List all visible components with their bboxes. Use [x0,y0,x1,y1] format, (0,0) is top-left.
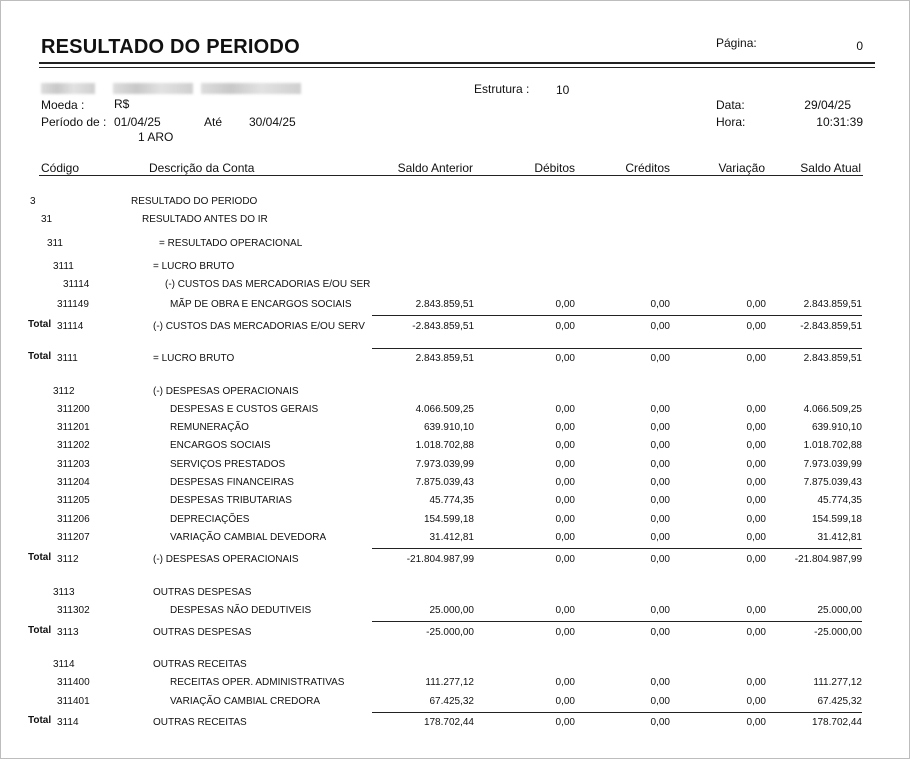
row-variacao: 0,00 [746,696,766,707]
col-codigo: Código [41,161,80,175]
row-saldo-atual: 154.599,18 [811,514,862,525]
row-code: 311 [47,238,63,249]
row-code: 311401 [57,696,90,707]
row-debitos: 0,00 [555,514,575,525]
row-desc: DESPESAS FINANCEIRAS [170,477,294,488]
row-saldo-anterior: 7.973.039,99 [415,459,474,470]
row-code: 311202 [57,440,90,451]
total-code: 3113 [57,627,79,638]
col-debitos: Débitos [534,161,575,175]
row-debitos: 0,00 [555,404,575,415]
hora-label: Hora: [716,115,746,129]
col-saldo-atual: Saldo Atual [800,161,861,175]
row-code: 311205 [57,495,90,506]
row-saldo-atual: 31.412,81 [817,532,862,543]
row-saldo-anterior: 4.066.509,25 [415,404,474,415]
row-creditos: 0,00 [650,696,670,707]
row-variacao: 0,00 [746,677,766,688]
row-variacao: 0,00 [746,404,766,415]
hora-value: 10:31:39 [816,115,863,129]
row-code: 3 [30,196,36,207]
row-desc: DESPESAS E CUSTOS GERAIS [170,404,319,415]
total-label: Total [28,319,52,330]
row-desc: OUTRAS DESPESAS [153,587,252,598]
row-saldo-atual: 1.018.702,88 [803,440,862,451]
row-variacao: 0,00 [746,299,766,310]
row-desc: RESULTADO ANTES DO IR [142,214,268,225]
row-debitos: 0,00 [555,477,575,488]
row-code: 31114 [63,279,90,290]
redacted-company-name [113,83,193,94]
row-creditos: 0,00 [650,477,670,488]
row-code: 311207 [57,532,90,543]
col-saldo-anterior: Saldo Anterior [397,161,473,175]
row-variacao: 0,00 [746,459,766,470]
total-desc: = LUCRO BRUTO [153,353,235,364]
data-label: Data: [716,98,745,112]
total-debitos: 0,00 [555,321,575,332]
total-code: 3111 [57,353,78,364]
col-descricao: Descrição da Conta [149,161,255,175]
total-label: Total [28,351,52,362]
row-saldo-atual: 7.875.039,43 [803,477,862,488]
row-creditos: 0,00 [650,299,670,310]
row-code: 311201 [57,422,90,433]
total-label: Total [28,625,52,636]
row-code: 311149 [57,299,89,310]
row-code: 31 [41,214,53,225]
row-saldo-anterior: 45.774,35 [429,495,474,506]
ate-label: Até [204,115,223,129]
row-debitos: 0,00 [555,532,575,543]
total-label: Total [28,552,52,563]
row-saldo-atual: 67.425,32 [817,696,862,707]
moeda-label: Moeda : [41,98,85,112]
row-debitos: 0,00 [555,495,575,506]
row-desc: VARIAÇÃO CAMBIAL DEVEDORA [170,532,327,543]
row-code: 311204 [57,477,90,488]
col-variacao: Variação [718,161,765,175]
row-variacao: 0,00 [746,514,766,525]
row-code: 3113 [53,587,75,598]
pagina-value: 0 [856,39,863,53]
row-desc: = LUCRO BRUTO [153,261,235,272]
row-saldo-atual: 7.973.039,99 [803,459,862,470]
row-debitos: 0,00 [555,422,575,433]
subtotal-rule [372,315,862,316]
row-code: 3111 [53,261,74,272]
row-saldo-anterior: 7.875.039,43 [415,477,474,488]
row-saldo-atual: 111.277,12 [813,677,862,688]
row-saldo-anterior: 154.599,18 [423,514,474,525]
row-desc: = RESULTADO OPERACIONAL [159,238,303,249]
subtotal-rule [372,712,862,713]
header-rule-top [39,62,875,64]
row-code: 311400 [57,677,90,688]
row-saldo-atual: 639.910,10 [811,422,862,433]
row-desc: REMUNERAÇÃO [170,422,249,433]
row-creditos: 0,00 [650,605,670,616]
row-desc: MÃP DE OBRA E ENCARGOS SOCIAIS [170,299,352,310]
total-creditos: 0,00 [650,353,670,364]
row-saldo-atual: 45.774,35 [817,495,862,506]
row-desc: DESPESAS NÃO DEDUTIVEIS [170,605,312,616]
periodo-from: 01/04/25 [114,115,161,129]
header-rule-bottom [39,67,875,68]
row-variacao: 0,00 [746,477,766,488]
total-variacao: 0,00 [746,554,766,565]
row-creditos: 0,00 [650,514,670,525]
total-debitos: 0,00 [555,717,575,728]
row-code: 311203 [57,459,90,470]
total-desc: (-) CUSTOS DAS MERCADORIAS E/OU SERV [153,321,365,332]
row-variacao: 0,00 [746,532,766,543]
total-debitos: 0,00 [555,353,575,364]
row-creditos: 0,00 [650,677,670,688]
row-creditos: 0,00 [650,440,670,451]
total-creditos: 0,00 [650,321,670,332]
periodo-label: Período de : [41,115,107,129]
total-label: Total [28,715,52,726]
data-value: 29/04/25 [804,98,851,112]
total-code: 3114 [57,717,79,728]
row-debitos: 0,00 [555,459,575,470]
total-variacao: 0,00 [746,321,766,332]
total-code: 31114 [57,321,84,332]
total-creditos: 0,00 [650,554,670,565]
row-saldo-anterior: 31.412,81 [429,532,474,543]
row-code: 3114 [53,659,75,670]
column-header-rule [39,175,863,176]
row-saldo-atual: 2.843.859,51 [803,299,862,310]
row-desc: RECEITAS OPER. ADMINISTRATIVAS [170,677,345,688]
row-desc: OUTRAS RECEITAS [153,659,247,670]
row-variacao: 0,00 [746,495,766,506]
row-desc: (-) DESPESAS OPERACIONAIS [153,386,299,397]
row-saldo-anterior: 1.018.702,88 [415,440,474,451]
total-code: 3112 [57,554,79,565]
total-desc: OUTRAS DESPESAS [153,627,252,638]
row-variacao: 0,00 [746,422,766,433]
row-desc: DEPRECIAÇÕES [170,514,250,525]
total-debitos: 0,00 [555,554,575,565]
pagina-label: Página: [716,36,757,50]
row-creditos: 0,00 [650,532,670,543]
total-saldo-atual: 2.843.859,51 [803,353,862,364]
total-saldo-anterior: -21.804.987,99 [406,554,474,565]
row-variacao: 0,00 [746,605,766,616]
total-variacao: 0,00 [746,353,766,364]
row-saldo-anterior: 639.910,10 [423,422,474,433]
row-saldo-atual: 25.000,00 [817,605,862,616]
redacted-company-name [201,83,301,94]
row-code: 311302 [57,605,90,616]
total-saldo-anterior: -25.000,00 [426,627,474,638]
redacted-company-name [41,83,95,94]
estrutura-label: Estrutura : [474,82,530,96]
row-code: 311206 [57,514,90,525]
total-saldo-anterior: 2.843.859,51 [415,353,474,364]
col-creditos: Créditos [625,161,670,175]
row-saldo-atual: 4.066.509,25 [803,404,862,415]
row-creditos: 0,00 [650,422,670,433]
total-creditos: 0,00 [650,717,670,728]
row-saldo-anterior: 25.000,00 [429,605,474,616]
row-code: 311200 [57,404,90,415]
total-variacao: 0,00 [746,717,766,728]
row-debitos: 0,00 [555,677,575,688]
total-debitos: 0,00 [555,627,575,638]
row-saldo-anterior: 2.843.859,51 [415,299,474,310]
row-desc: DESPESAS TRIBUTARIAS [170,495,292,506]
row-creditos: 0,00 [650,495,670,506]
row-creditos: 0,00 [650,459,670,470]
total-saldo-atual: -2.843.859,51 [800,321,862,332]
report-title: RESULTADO DO PERIODO [41,36,300,58]
total-desc: OUTRAS RECEITAS [153,717,247,728]
subtotal-rule [372,348,862,349]
row-creditos: 0,00 [650,404,670,415]
row-desc: SERVIÇOS PRESTADOS [170,459,286,470]
subtotal-rule [372,548,862,549]
total-saldo-atual: 178.702,44 [811,717,862,728]
row-desc: VARIAÇÃO CAMBIAL CREDORA [170,696,321,707]
row-code: 3112 [53,386,75,397]
row-debitos: 0,00 [555,299,575,310]
row-variacao: 0,00 [746,440,766,451]
row-debitos: 0,00 [555,696,575,707]
total-saldo-anterior: -2.843.859,51 [412,321,474,332]
row-desc: ENCARGOS SOCIAIS [170,440,271,451]
total-saldo-anterior: 178.702,44 [423,717,474,728]
total-creditos: 0,00 [650,627,670,638]
row-saldo-anterior: 111.277,12 [425,677,474,688]
moeda-value: R$ [114,97,130,111]
estrutura-value: 10 [556,83,570,97]
aro-label: 1 ARO [138,130,174,144]
subtotal-rule [372,621,862,622]
row-desc: (-) CUSTOS DAS MERCADORIAS E/OU SER [165,279,371,290]
total-saldo-atual: -25.000,00 [814,627,862,638]
total-desc: (-) DESPESAS OPERACIONAIS [153,554,299,565]
row-debitos: 0,00 [555,605,575,616]
total-variacao: 0,00 [746,627,766,638]
periodo-to: 30/04/25 [249,115,296,129]
row-saldo-anterior: 67.425,32 [429,696,474,707]
row-debitos: 0,00 [555,440,575,451]
total-saldo-atual: -21.804.987,99 [794,554,862,565]
row-desc: RESULTADO DO PERIODO [131,196,258,207]
